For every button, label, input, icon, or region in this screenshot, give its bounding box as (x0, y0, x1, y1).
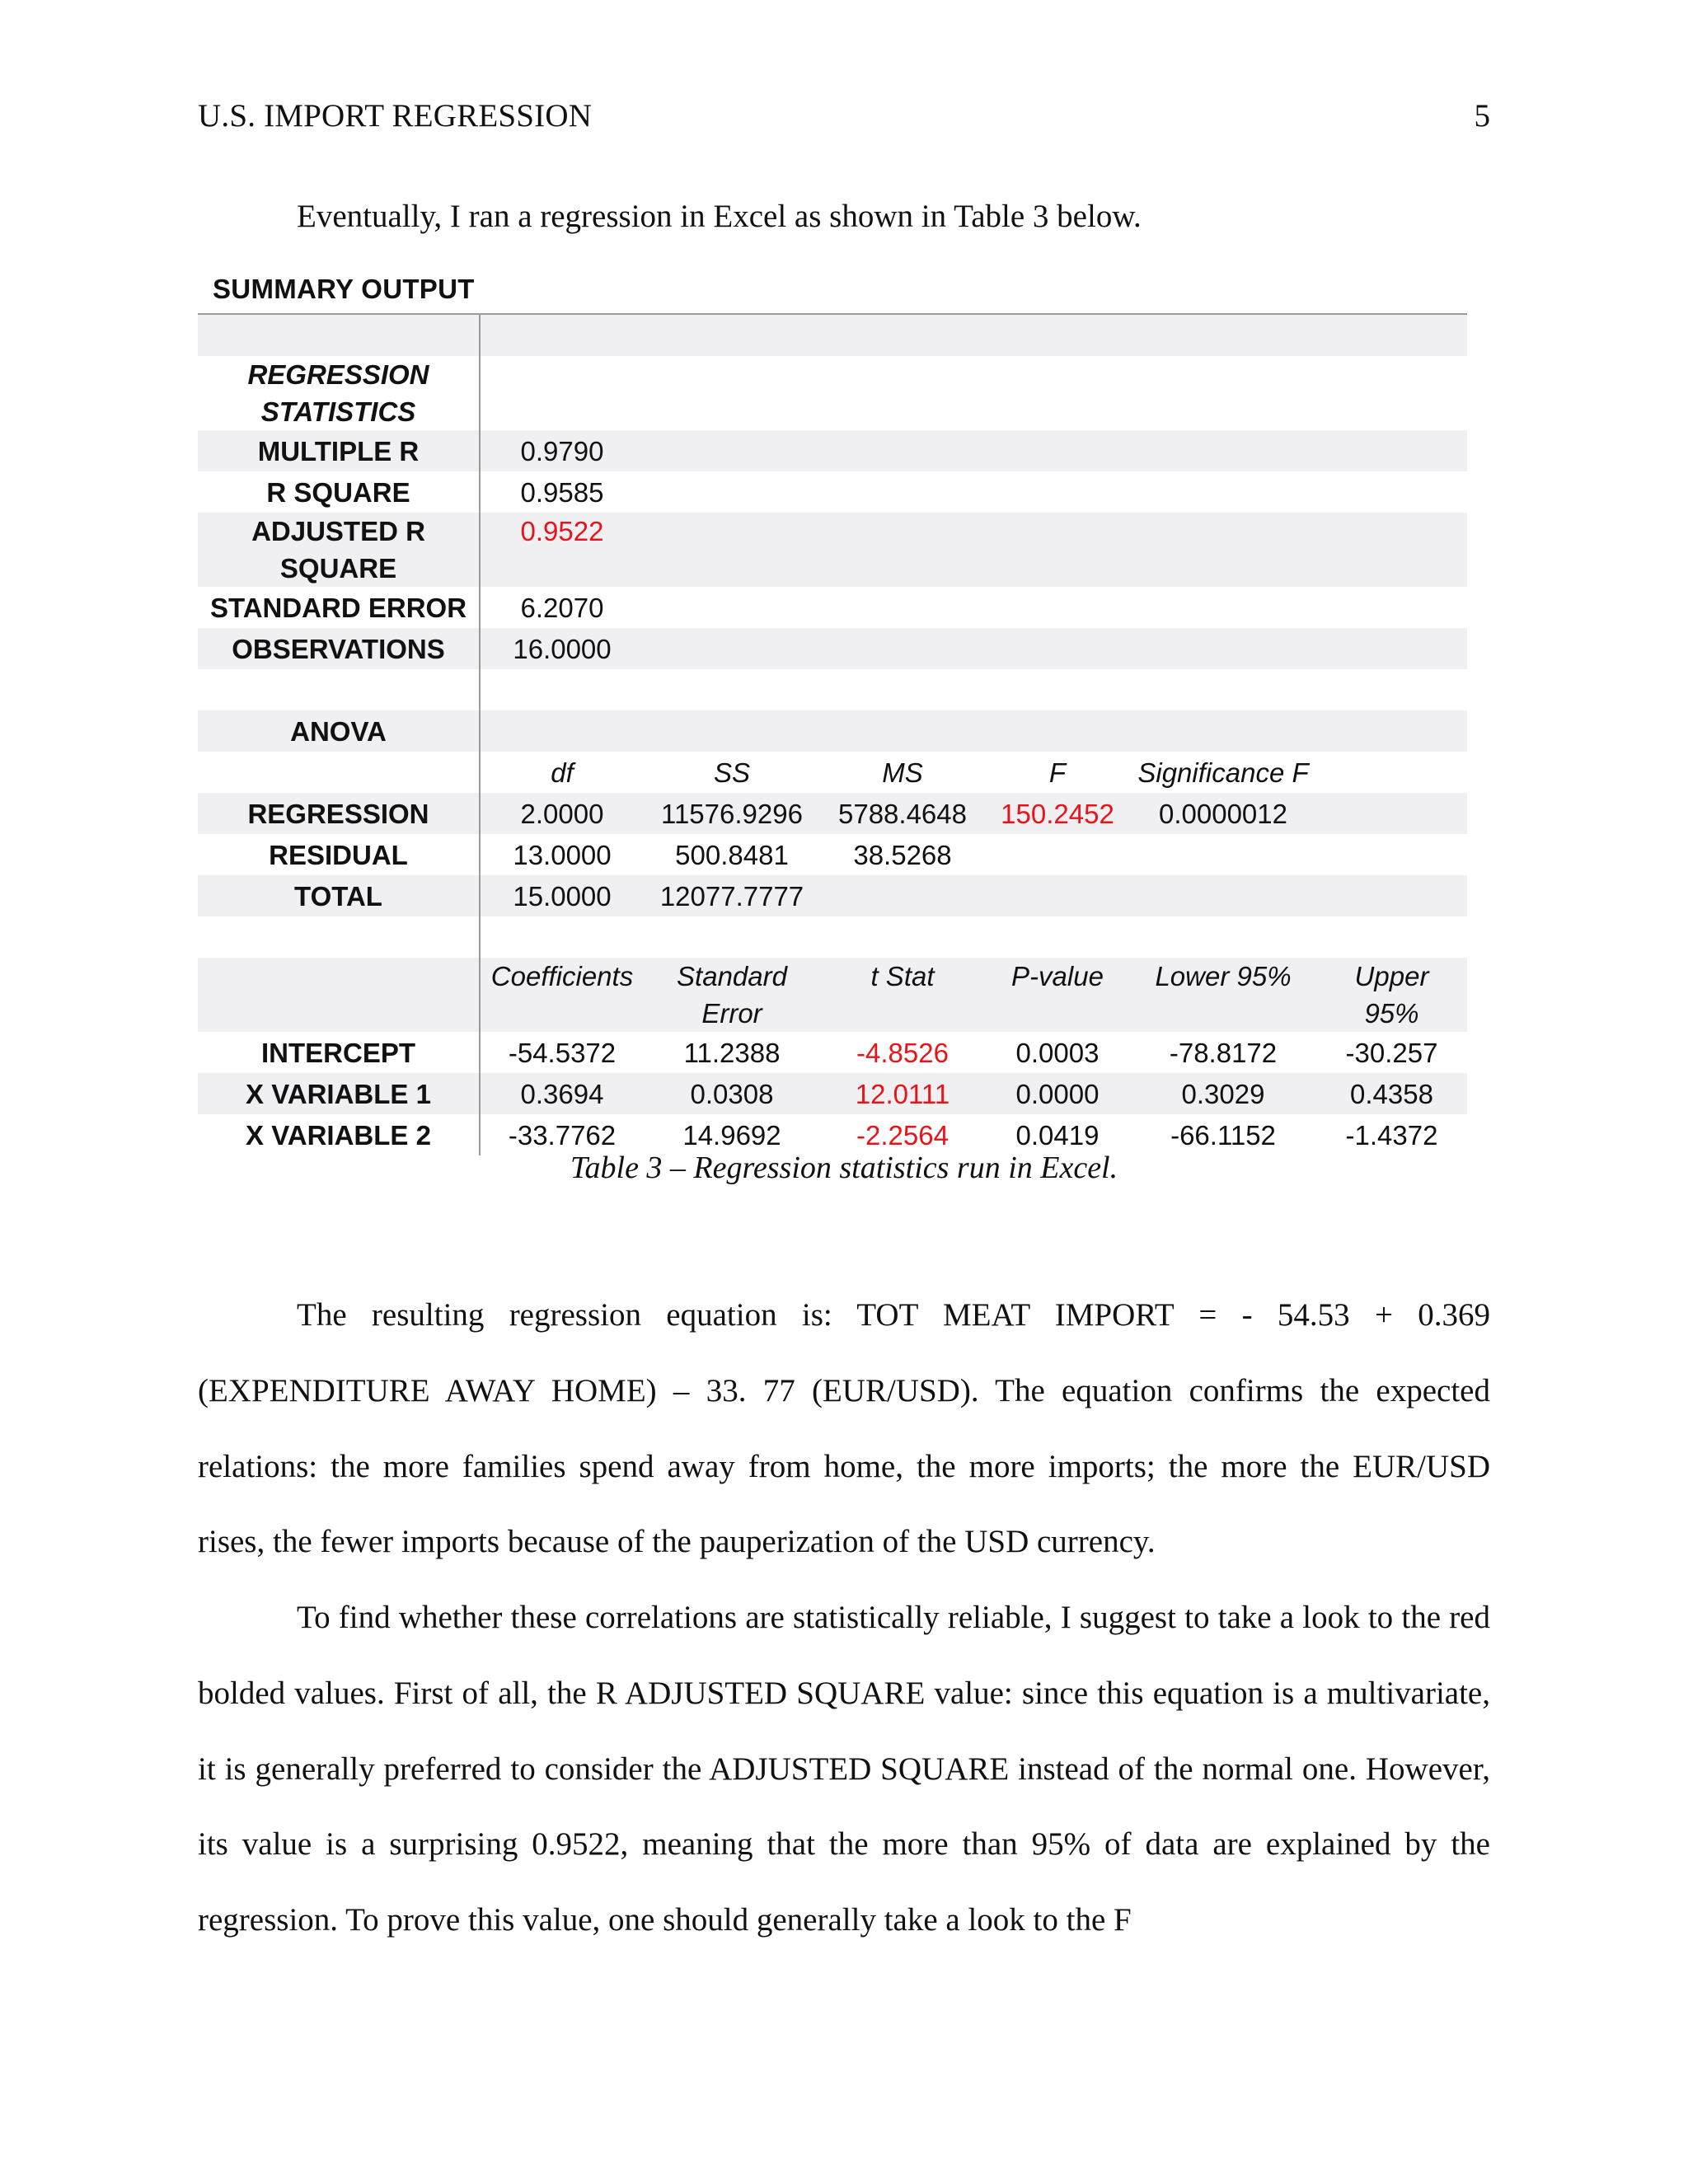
table-cell: 11576.9296 (661, 798, 803, 829)
table-cell: 0.0419 (1015, 1119, 1100, 1151)
table-cell-highlighted: 150.2452 (1001, 798, 1114, 829)
table-cell-highlighted: -2.2564 (856, 1119, 949, 1151)
table-vertical-rule (479, 315, 481, 1155)
table-cell: 0.0000012 (1159, 798, 1287, 829)
table-cell: 11.2388 (683, 1037, 781, 1068)
table-cell: 500.8481 (675, 839, 789, 870)
column-header: SS (713, 757, 751, 788)
table-row-anova-regression (198, 793, 1467, 834)
stat-value: 0.9790 (520, 435, 604, 466)
summary-output-title: SUMMARY OUTPUT (213, 274, 475, 304)
table-cell: 13.0000 (513, 839, 612, 870)
row-label: MULTIPLE R (257, 435, 420, 466)
table-row-standard-error (198, 587, 1467, 628)
column-header: MS (882, 757, 923, 788)
row-label: RESIDUAL (269, 839, 408, 870)
paragraph-text: The resulting regression equation is: TOT MEAT IMPORT = - 54.53 + 0.369 (EXPENDITURE AWAY HOME) – 33. 77 (EUR/USD). The equation confirms the expected relations: the more families spend away from home, the more imports; the more the EUR/USD rises, the fewer imports because of the pauperization of the USD currency. (198, 1297, 1490, 1560)
row-label: INTERCEPT (260, 1037, 415, 1068)
table-cell: 0.3694 (520, 1078, 604, 1109)
table-row-observations (198, 628, 1467, 669)
table-cell: 38.5268 (853, 839, 952, 870)
row-label: REGRESSION (247, 798, 429, 829)
column-header: P-value (1011, 961, 1104, 991)
row-label: X VARIABLE 2 (246, 1119, 431, 1151)
table-row-anova-total (198, 875, 1467, 916)
table-row-blank (198, 916, 1467, 958)
table-cell: -33.7762 (508, 1119, 617, 1151)
column-header: Significance F (1137, 757, 1309, 788)
table-row-x-variable-1 (198, 1073, 1467, 1114)
body-paragraph-2 (198, 1580, 1490, 1958)
table-cell: 0.0003 (1015, 1037, 1100, 1068)
intro-sentence: Eventually, I ran a regression in Excel as shown in Table 3 below. (297, 199, 1142, 234)
table-row-anova-residual (198, 834, 1467, 875)
row-label: X VARIABLE 1 (246, 1078, 431, 1109)
table-row-intercept (198, 1032, 1467, 1073)
table-cell: 2.0000 (520, 798, 604, 829)
row-label: R SQUARE (266, 476, 410, 508)
column-header: t Stat (870, 961, 935, 991)
table-cell: 0.0308 (690, 1078, 774, 1109)
table-cell-highlighted: 12.0111 (855, 1078, 950, 1109)
table-cell: 0.0000 (1015, 1078, 1100, 1109)
table-cell: -30.257 (1345, 1037, 1438, 1068)
regression-statistics-heading: REGRESSION STATISTICS (247, 359, 429, 427)
column-header: Lower 95% (1155, 961, 1292, 991)
table-row-multiple-r (198, 430, 1467, 471)
table-row-adjusted-r-square (198, 513, 1467, 587)
table-cell: -54.5372 (508, 1037, 617, 1068)
table-row-anova-heading (198, 710, 1467, 752)
column-header: Coefficients (490, 961, 634, 991)
stat-value: 16.0000 (513, 633, 612, 664)
table-caption: Table 3 – Regression statistics run in Excel. (570, 1151, 1118, 1185)
table-cell-highlighted: -4.8526 (856, 1037, 949, 1068)
table-cell: 15.0000 (513, 880, 612, 912)
paragraph-text: To find whether these correlations are statistically reliable, I suggest to take a look to the red bolded values. First of all, the R ADJUSTED SQUARE value: since this equation is a multivariate, it is generally preferred to consider the ADJUSTED SQUARE instead of the normal one. However, its value is a surprising 0.9522, meaning that the more than 95% of data are explained by the regression. To prove this value, one should generally take a look to the F (198, 1600, 1490, 1938)
row-label: OBSERVATIONS (232, 633, 445, 664)
table-row-r-square (198, 471, 1467, 513)
column-header: Upper 95% (1354, 961, 1429, 1029)
table-row-blank (198, 669, 1467, 710)
table-cell: 12077.7777 (659, 880, 804, 912)
anova-heading: ANOVA (290, 715, 387, 747)
table-cell: 5788.4648 (838, 798, 967, 829)
row-label: STANDARD ERROR (209, 592, 467, 623)
table-cell: -66.1152 (1170, 1119, 1276, 1151)
table-cell: -78.8172 (1169, 1037, 1278, 1068)
column-header: Standard Error (677, 961, 787, 1029)
table-cell: 0.4358 (1350, 1078, 1433, 1109)
table-cell: 14.9692 (682, 1119, 781, 1151)
body-paragraph-1 (198, 1277, 1490, 1580)
page-number: 5 (1474, 98, 1490, 134)
row-label: ADJUSTED R SQUARE (251, 516, 425, 583)
table-cell: 0.3029 (1181, 1078, 1265, 1109)
stat-value-highlighted: 0.9522 (520, 516, 604, 546)
table-row-spacer (198, 315, 1467, 356)
column-header: F (1048, 757, 1067, 788)
running-head: U.S. IMPORT REGRESSION (198, 98, 593, 134)
column-header: df (551, 757, 574, 788)
row-label: TOTAL (294, 880, 382, 912)
table-row-regstat-heading (198, 356, 1467, 430)
stat-value: 0.9585 (520, 476, 604, 508)
table-row-coef-columns (198, 958, 1467, 1032)
table-cell: -1.4372 (1345, 1119, 1438, 1151)
table-row-anova-columns (198, 752, 1467, 793)
stat-value: 6.2070 (520, 592, 604, 623)
